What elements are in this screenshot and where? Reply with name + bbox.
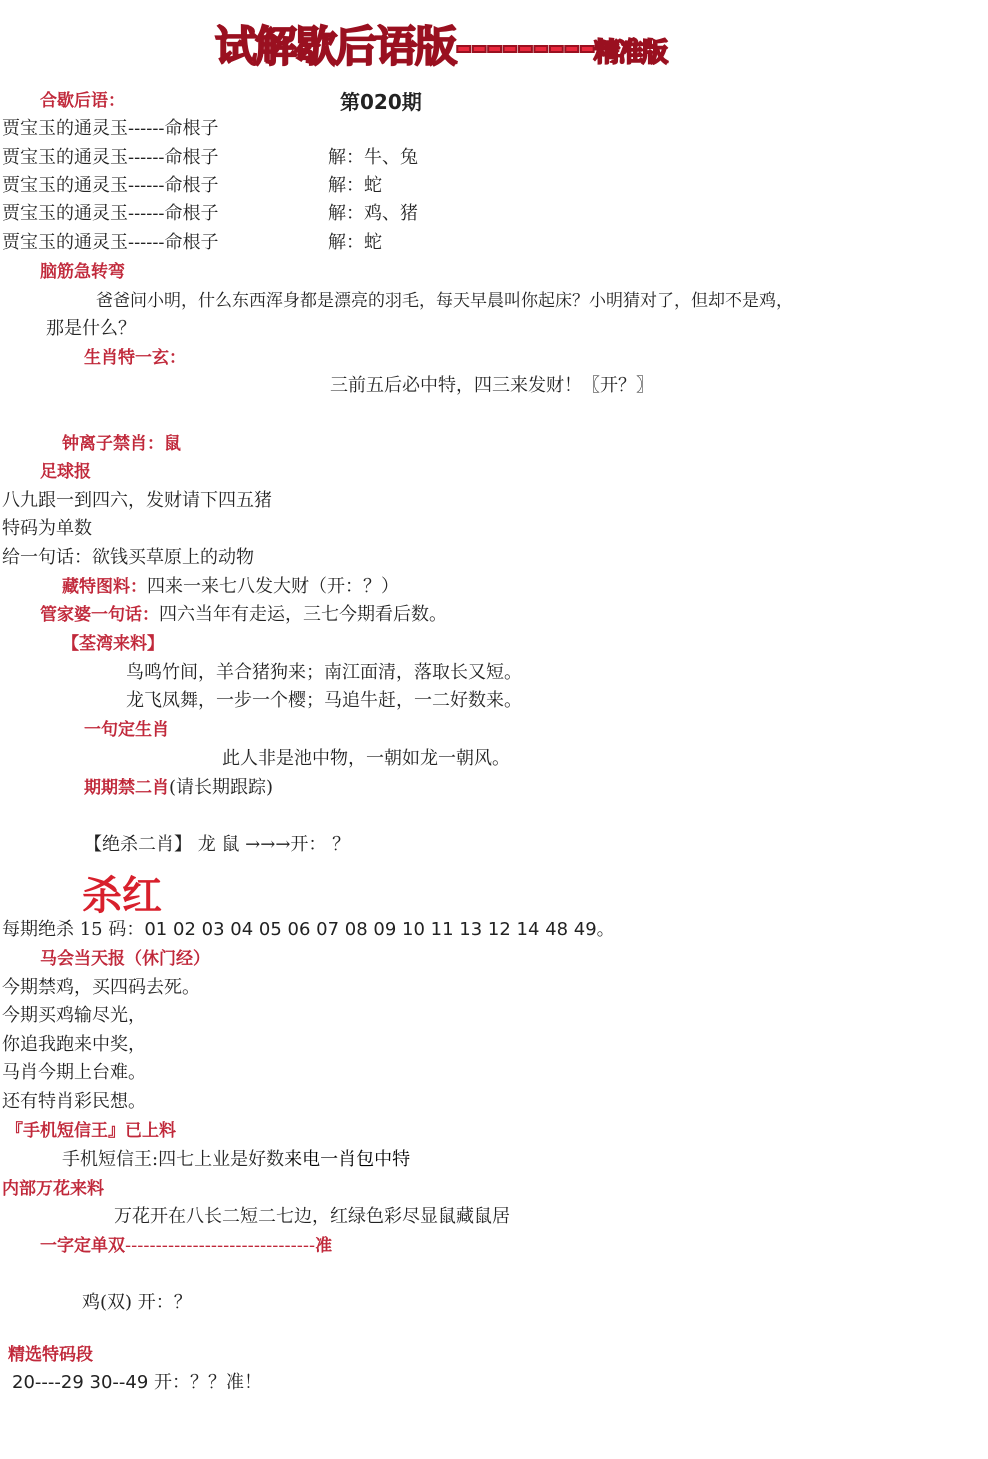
text-line: 手机短信王:四七上业是好数来电一肖包中特 xyxy=(62,1149,411,1170)
page-title: 试解歇后语版---------精准版 xyxy=(215,22,666,71)
section-label: 内部万花来料 xyxy=(2,1179,104,1199)
text-line: 鸡(双) 开：？ xyxy=(82,1292,192,1313)
text-line: 你追我跑来中奖， xyxy=(2,1034,146,1055)
riddle-answer: 解：蛇 xyxy=(328,175,382,196)
section-label: 【荃湾来料】 xyxy=(62,634,164,654)
text-line: 给一句话：欲钱买草原上的动物 xyxy=(2,547,254,568)
riddle-line: 贾宝玉的通灵玉------命根子 xyxy=(2,232,219,253)
text-line: 龙飞凤舞，一步一个樱；马追牛赶，一二好数来。 xyxy=(126,690,522,711)
text-line: 【绝杀二肖】 龙 鼠 →→→开： ？ xyxy=(84,834,351,855)
text-line: 管家婆一句话：四六当年有走运，三七今期看后数。 xyxy=(40,604,447,625)
text-line: 今期买鸡输尽光， xyxy=(2,1005,146,1026)
text-line: 20----29 30--49 开：？？准！ xyxy=(12,1372,263,1393)
section-label: 生肖特一玄： xyxy=(84,348,186,368)
hint-text: 三前五后必中特，四三来发财！〖开？〗 xyxy=(330,375,654,396)
text-line: 期期禁二肖(请长期跟踪) xyxy=(84,777,274,798)
brain-teaser: 那是什么？ xyxy=(46,318,136,339)
kill-heading: 杀红 xyxy=(82,873,162,919)
text-line: 藏特图料：四来一来七八发大财（开：？） xyxy=(62,576,399,597)
riddle-line: 贾宝玉的通灵玉------命根子 xyxy=(2,118,219,139)
riddle-answer: 解：牛、兔 xyxy=(328,147,418,168)
text-line: 还有特肖彩民想。 xyxy=(2,1091,146,1112)
text-line: 鸟鸣竹间，羊合猪狗来；南江面清，落取长又短。 xyxy=(126,662,522,683)
text-line: 特码为单数 xyxy=(2,518,92,539)
section-label: 精选特码段 xyxy=(8,1345,93,1365)
text-line: 八九跟一到四六，发财请下四五猪 xyxy=(2,490,272,511)
section-label: 一句定生肖 xyxy=(84,720,169,740)
text-line: 今期禁鸡，买四码去死。 xyxy=(2,977,200,998)
section-label: 合歇后语： xyxy=(40,91,125,111)
text-line: 马肖今期上台难。 xyxy=(2,1062,146,1083)
riddle-line: 贾宝玉的通灵玉------命根子 xyxy=(2,203,219,224)
section-label: 足球报 xyxy=(40,462,91,482)
text-line: 万花开在八长二短二七边，红绿色彩尽显鼠藏鼠居 xyxy=(114,1206,510,1227)
brain-teaser: 爸爸问小明，什么东西浑身都是漂亮的羽毛，每天早晨叫你起床？小明猜对了，但却不是鸡， xyxy=(96,291,793,311)
text-line: 此人非是池中物，一朝如龙一朝风。 xyxy=(222,748,510,769)
section-label: 马会当天报（休门经） xyxy=(40,949,210,969)
section-label: 『手机短信王』已上料 xyxy=(6,1121,176,1141)
kill-numbers: 每期绝杀 15 码：01 02 03 04 05 06 07 08 09 10 11 13 12 14 48 49。 xyxy=(2,919,615,940)
issue-number: 第020期 xyxy=(340,90,422,114)
section-label: 一字定单双-------------------------------准 xyxy=(40,1236,333,1256)
section-label: 脑筋急转弯 xyxy=(40,262,125,282)
riddle-line: 贾宝玉的通灵玉------命根子 xyxy=(2,147,219,168)
riddle-answer: 解：鸡、猪 xyxy=(328,203,418,224)
section-label: 钟离子禁肖：鼠 xyxy=(62,434,181,454)
riddle-answer: 解：蛇 xyxy=(328,232,382,253)
riddle-line: 贾宝玉的通灵玉------命根子 xyxy=(2,175,219,196)
